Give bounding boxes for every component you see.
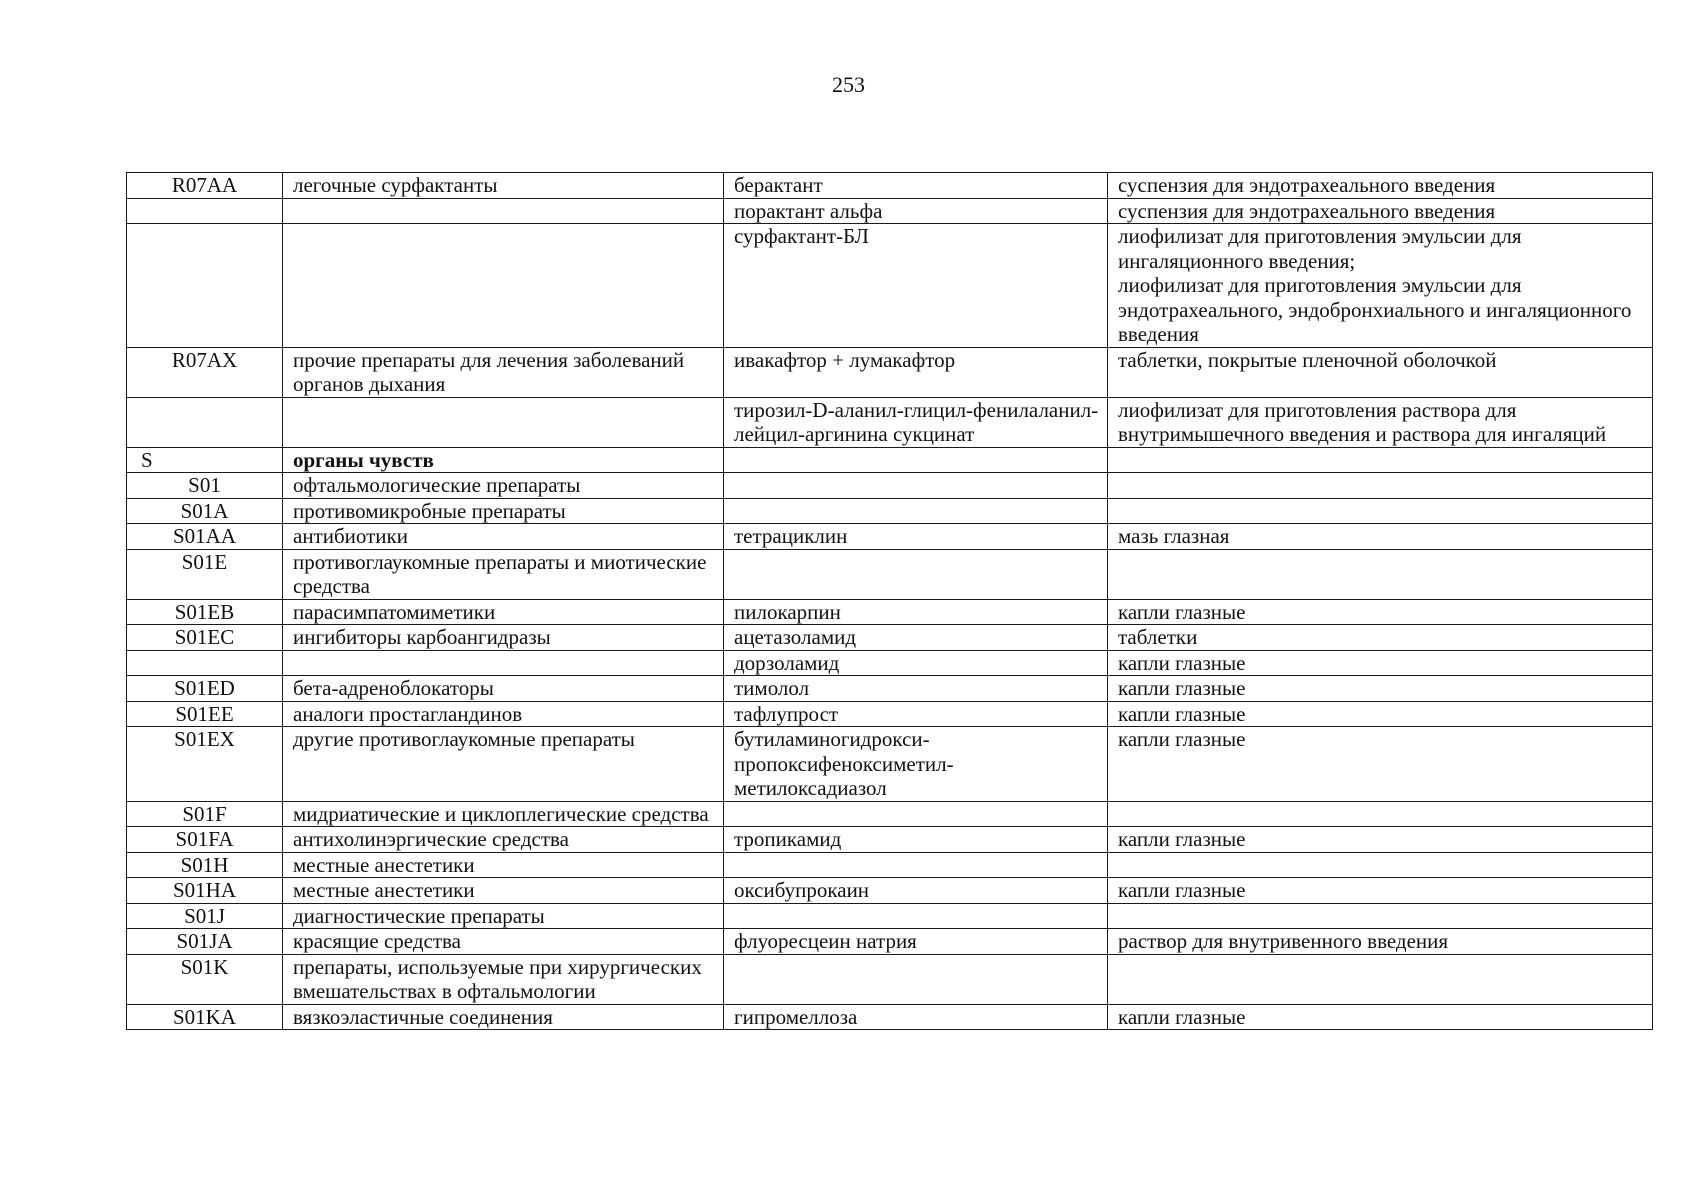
table-row xyxy=(127,650,1653,676)
group-name-cell: местные анестетики xyxy=(283,878,724,904)
page-number: 253 xyxy=(832,72,865,97)
table-row xyxy=(127,524,1653,550)
dosage-form-cell: капли глазные xyxy=(1108,727,1653,802)
dosage-form-cell: раствор для внутривенного введения xyxy=(1108,929,1653,955)
table-row xyxy=(127,224,1653,348)
dosage-form-cell: капли глазные xyxy=(1108,599,1653,625)
table-row xyxy=(127,954,1653,1004)
table-row xyxy=(127,878,1653,904)
group-name-cell: вязкоэластичные соединения xyxy=(283,1004,724,1030)
inn-cell: пилокарпин xyxy=(724,599,1108,625)
table-row xyxy=(127,625,1653,651)
inn-cell: тафлупрост xyxy=(724,701,1108,727)
dosage-form-cell: капли глазные xyxy=(1108,701,1653,727)
dosage-form-cell: капли глазные xyxy=(1108,827,1653,853)
inn-cell: бутиламиногидрокси- пропоксифеноксиметил- метилоксадиазол xyxy=(724,727,1108,802)
table-row xyxy=(127,701,1653,727)
atc-code-cell xyxy=(127,224,283,348)
group-name-cell: аналоги простагландинов xyxy=(283,701,724,727)
inn-cell: тимолол xyxy=(724,676,1108,702)
drug-table xyxy=(126,172,1653,1030)
inn-cell xyxy=(724,447,1108,473)
dosage-form-cell: таблетки, покрытые пленочной оболочкой xyxy=(1108,347,1653,397)
group-name-cell: бета-адреноблокаторы xyxy=(283,676,724,702)
atc-code-cell: S01EB xyxy=(127,599,283,625)
group-name-cell xyxy=(283,198,724,224)
dosage-form-cell xyxy=(1108,447,1653,473)
inn-cell: порактант альфа xyxy=(724,198,1108,224)
group-name-cell: прочие препараты для лечения заболеваний органов дыхания xyxy=(283,347,724,397)
table-row xyxy=(127,929,1653,955)
table-row xyxy=(127,801,1653,827)
dosage-form-cell: лиофилизат для приготовления раствора для внутримышечного введения и раствора для ингаляций xyxy=(1108,397,1653,447)
atc-code-cell: S01A xyxy=(127,498,283,524)
atc-code-cell: S01F xyxy=(127,801,283,827)
inn-cell xyxy=(724,954,1108,1004)
dosage-form-cell: капли глазные xyxy=(1108,1004,1653,1030)
table-row xyxy=(127,827,1653,853)
inn-cell xyxy=(724,498,1108,524)
inn-cell xyxy=(724,549,1108,599)
table-row xyxy=(127,347,1653,397)
table-row xyxy=(127,198,1653,224)
dosage-form-cell: капли глазные xyxy=(1108,878,1653,904)
inn-cell: берактант xyxy=(724,173,1108,199)
table-row xyxy=(127,498,1653,524)
inn-cell: тирозил-D-аланил-глицил-фенилаланил-лейцил-аргинина сукцинат xyxy=(724,397,1108,447)
table-row xyxy=(127,852,1653,878)
dosage-form-cell xyxy=(1108,903,1653,929)
table-row xyxy=(127,447,1653,473)
group-name-cell: диагностические препараты xyxy=(283,903,724,929)
group-name-cell: красящие средства xyxy=(283,929,724,955)
table-row xyxy=(127,1004,1653,1030)
dosage-form-cell xyxy=(1108,498,1653,524)
table-body xyxy=(127,173,1653,1030)
dosage-form-cell xyxy=(1108,852,1653,878)
atc-code-cell xyxy=(127,650,283,676)
table-row xyxy=(127,549,1653,599)
dosage-form-cell xyxy=(1108,473,1653,499)
dosage-form-cell xyxy=(1108,801,1653,827)
inn-cell: ивакафтор + лумакафтор xyxy=(724,347,1108,397)
dosage-form-cell: капли глазные xyxy=(1108,676,1653,702)
atc-code-cell: S01AA xyxy=(127,524,283,550)
atc-code-cell: S01EX xyxy=(127,727,283,802)
atc-code-cell: S01H xyxy=(127,852,283,878)
inn-cell xyxy=(724,801,1108,827)
dosage-form-cell: капли глазные xyxy=(1108,650,1653,676)
dosage-form-cell xyxy=(1108,549,1653,599)
atc-code-cell: S01KA xyxy=(127,1004,283,1030)
table-row xyxy=(127,397,1653,447)
inn-cell: оксибупрокаин xyxy=(724,878,1108,904)
group-name-cell: антибиотики xyxy=(283,524,724,550)
atc-code-cell: S01FA xyxy=(127,827,283,853)
inn-cell: флуоресцеин натрия xyxy=(724,929,1108,955)
atc-code-cell: S01EC xyxy=(127,625,283,651)
dosage-form-cell: таблетки xyxy=(1108,625,1653,651)
group-name-cell xyxy=(283,650,724,676)
inn-cell: гипромеллоза xyxy=(724,1004,1108,1030)
table-row xyxy=(127,173,1653,199)
dosage-form-cell: суспензия для эндотрахеального введения xyxy=(1108,198,1653,224)
dosage-form-cell xyxy=(1108,954,1653,1004)
table-row xyxy=(127,903,1653,929)
group-name-cell: мидриатические и циклоплегические средства xyxy=(283,801,724,827)
inn-cell: сурфактант-БЛ xyxy=(724,224,1108,348)
atc-code-cell: S01K xyxy=(127,954,283,1004)
group-name-cell xyxy=(283,397,724,447)
group-name-cell: офтальмологические препараты xyxy=(283,473,724,499)
inn-cell xyxy=(724,473,1108,499)
group-name-cell xyxy=(283,224,724,348)
inn-cell: тетрациклин xyxy=(724,524,1108,550)
table-row xyxy=(127,473,1653,499)
atc-code-cell: S01E xyxy=(127,549,283,599)
group-name-cell: парасимпатомиметики xyxy=(283,599,724,625)
table-row xyxy=(127,727,1653,802)
atc-code-cell: R07AA xyxy=(127,173,283,199)
dosage-form-cell: лиофилизат для приготовления эмульсии для ингаляционного введения; лиофилизат для приготовления эмульсии для эндотрахеального, эндобронхиального и ингаляционного введения xyxy=(1108,224,1653,348)
atc-code-cell: S01HA xyxy=(127,878,283,904)
group-name-cell: другие противоглаукомные препараты xyxy=(283,727,724,802)
group-name-cell: ингибиторы карбоангидразы xyxy=(283,625,724,651)
atc-code-cell: S01EE xyxy=(127,701,283,727)
group-name-cell: местные анестетики xyxy=(283,852,724,878)
group-name-cell: легочные сурфактанты xyxy=(283,173,724,199)
atc-code-cell: S01JA xyxy=(127,929,283,955)
table-row xyxy=(127,599,1653,625)
group-name-cell: органы чувств xyxy=(283,447,724,473)
group-name-cell: препараты, используемые при хирургических вмешательствах в офтальмологии xyxy=(283,954,724,1004)
group-name-cell: противоглаукомные препараты и миотические средства xyxy=(283,549,724,599)
inn-cell: дорзоламид xyxy=(724,650,1108,676)
atc-code-cell: S01ED xyxy=(127,676,283,702)
atc-code-cell: S xyxy=(127,447,283,473)
inn-cell xyxy=(724,903,1108,929)
group-name-cell: противомикробные препараты xyxy=(283,498,724,524)
atc-code-cell: S01 xyxy=(127,473,283,499)
atc-code-cell: R07AX xyxy=(127,347,283,397)
inn-cell: ацетазоламид xyxy=(724,625,1108,651)
atc-code-cell xyxy=(127,397,283,447)
inn-cell xyxy=(724,852,1108,878)
atc-code-cell xyxy=(127,198,283,224)
atc-code-cell: S01J xyxy=(127,903,283,929)
dosage-form-cell: мазь глазная xyxy=(1108,524,1653,550)
group-name-cell: антихолинэргические средства xyxy=(283,827,724,853)
dosage-form-cell: суспензия для эндотрахеального введения xyxy=(1108,173,1653,199)
inn-cell: тропикамид xyxy=(724,827,1108,853)
table-row xyxy=(127,676,1653,702)
